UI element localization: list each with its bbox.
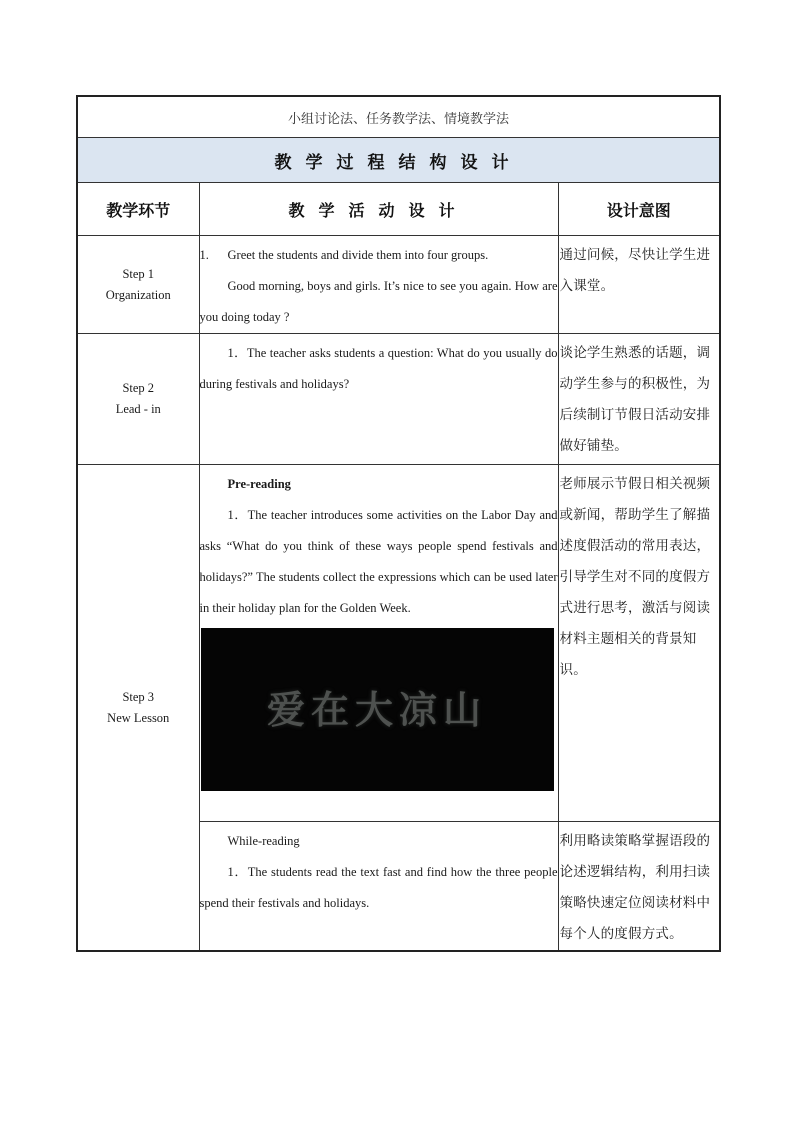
- activity-text: Greet the students and divide them into four groups.: [227, 248, 489, 262]
- activity-number: 1.: [199, 248, 209, 262]
- stage-label: Step 1: [122, 266, 155, 281]
- intent-cell-step1: [558, 236, 720, 334]
- intent-text: 老师展示节假日相关视频或新闻，帮助学生了解描述度假活动的常用表达，引导学生对不同的度假方式进行思考，激活与阅读材料主题相关的背景知识。: [559, 476, 711, 678]
- intent-cell-while-reading: [558, 822, 720, 952]
- video-caption: 爱在大凉山: [266, 687, 487, 732]
- activity-cell-step2: [199, 334, 558, 465]
- header-activity: 教学活动设计: [199, 183, 558, 236]
- section-title-row: [77, 138, 720, 183]
- stage-cell-step2: [77, 334, 199, 465]
- activity-text: Good morning, boys and girls. It’s nice to see you again. How are you doing today ?: [199, 279, 558, 324]
- stage-label: Step 2: [122, 381, 155, 395]
- intent-text: 谈论学生熟悉的话题，调动学生参与的积极性，为后续制订节假日活动安排做好铺垫。: [559, 345, 711, 454]
- methods-row: [77, 96, 720, 138]
- pre-reading-title: Pre-reading: [227, 477, 291, 491]
- table-row: [77, 465, 720, 822]
- stage-cell-step1: [77, 236, 199, 334]
- header-row: [77, 183, 720, 236]
- teaching-methods: 小组讨论法、任务教学法、情境教学法: [77, 96, 720, 138]
- intent-text: 利用略读策略掌握语段的论述逻辑结构，利用扫读策略快速定位阅读材料中每个人的度假方式。: [559, 833, 711, 942]
- activity-text: 1．The teacher introduces some activities on the Labor Day and asks “What do you think of these ways people spend festivals and holidays?” The students collect the expressions which can be used later in their holiday plan for the Golden Week.: [199, 508, 558, 615]
- table-row: [77, 334, 720, 465]
- while-reading-title: While-reading: [227, 834, 300, 848]
- header-intent: 设计意图: [558, 183, 720, 236]
- stage-cell-step3: [77, 465, 199, 952]
- intent-text: 通过问候，尽快让学生进入课堂。: [559, 247, 711, 294]
- activity-cell-pre-reading: [199, 465, 558, 822]
- intent-cell-pre-reading: [558, 465, 720, 822]
- activity-cell-while-reading: [199, 822, 558, 952]
- intent-cell-step2: [558, 334, 720, 465]
- video-thumbnail[interactable]: [201, 628, 554, 791]
- activity-text: 1．The students read the text fast and find how the three people spend their festivals and holidays.: [199, 865, 558, 910]
- stage-sublabel: Lead - in: [115, 402, 161, 416]
- stage-sublabel: Organization: [105, 287, 171, 302]
- header-stage: 教学环节: [77, 183, 199, 236]
- stage-label: Step 3: [122, 689, 155, 704]
- activity-cell-step1: [199, 236, 558, 334]
- table-row: [77, 236, 720, 334]
- section-title: 教学过程结构设计: [77, 138, 720, 183]
- lesson-plan-page: [76, 95, 719, 952]
- activity-text: 1．The teacher asks students a question: What do you usually do during festivals and holidays?: [199, 346, 558, 391]
- lesson-plan-table: [76, 95, 721, 952]
- stage-sublabel: New Lesson: [107, 710, 170, 725]
